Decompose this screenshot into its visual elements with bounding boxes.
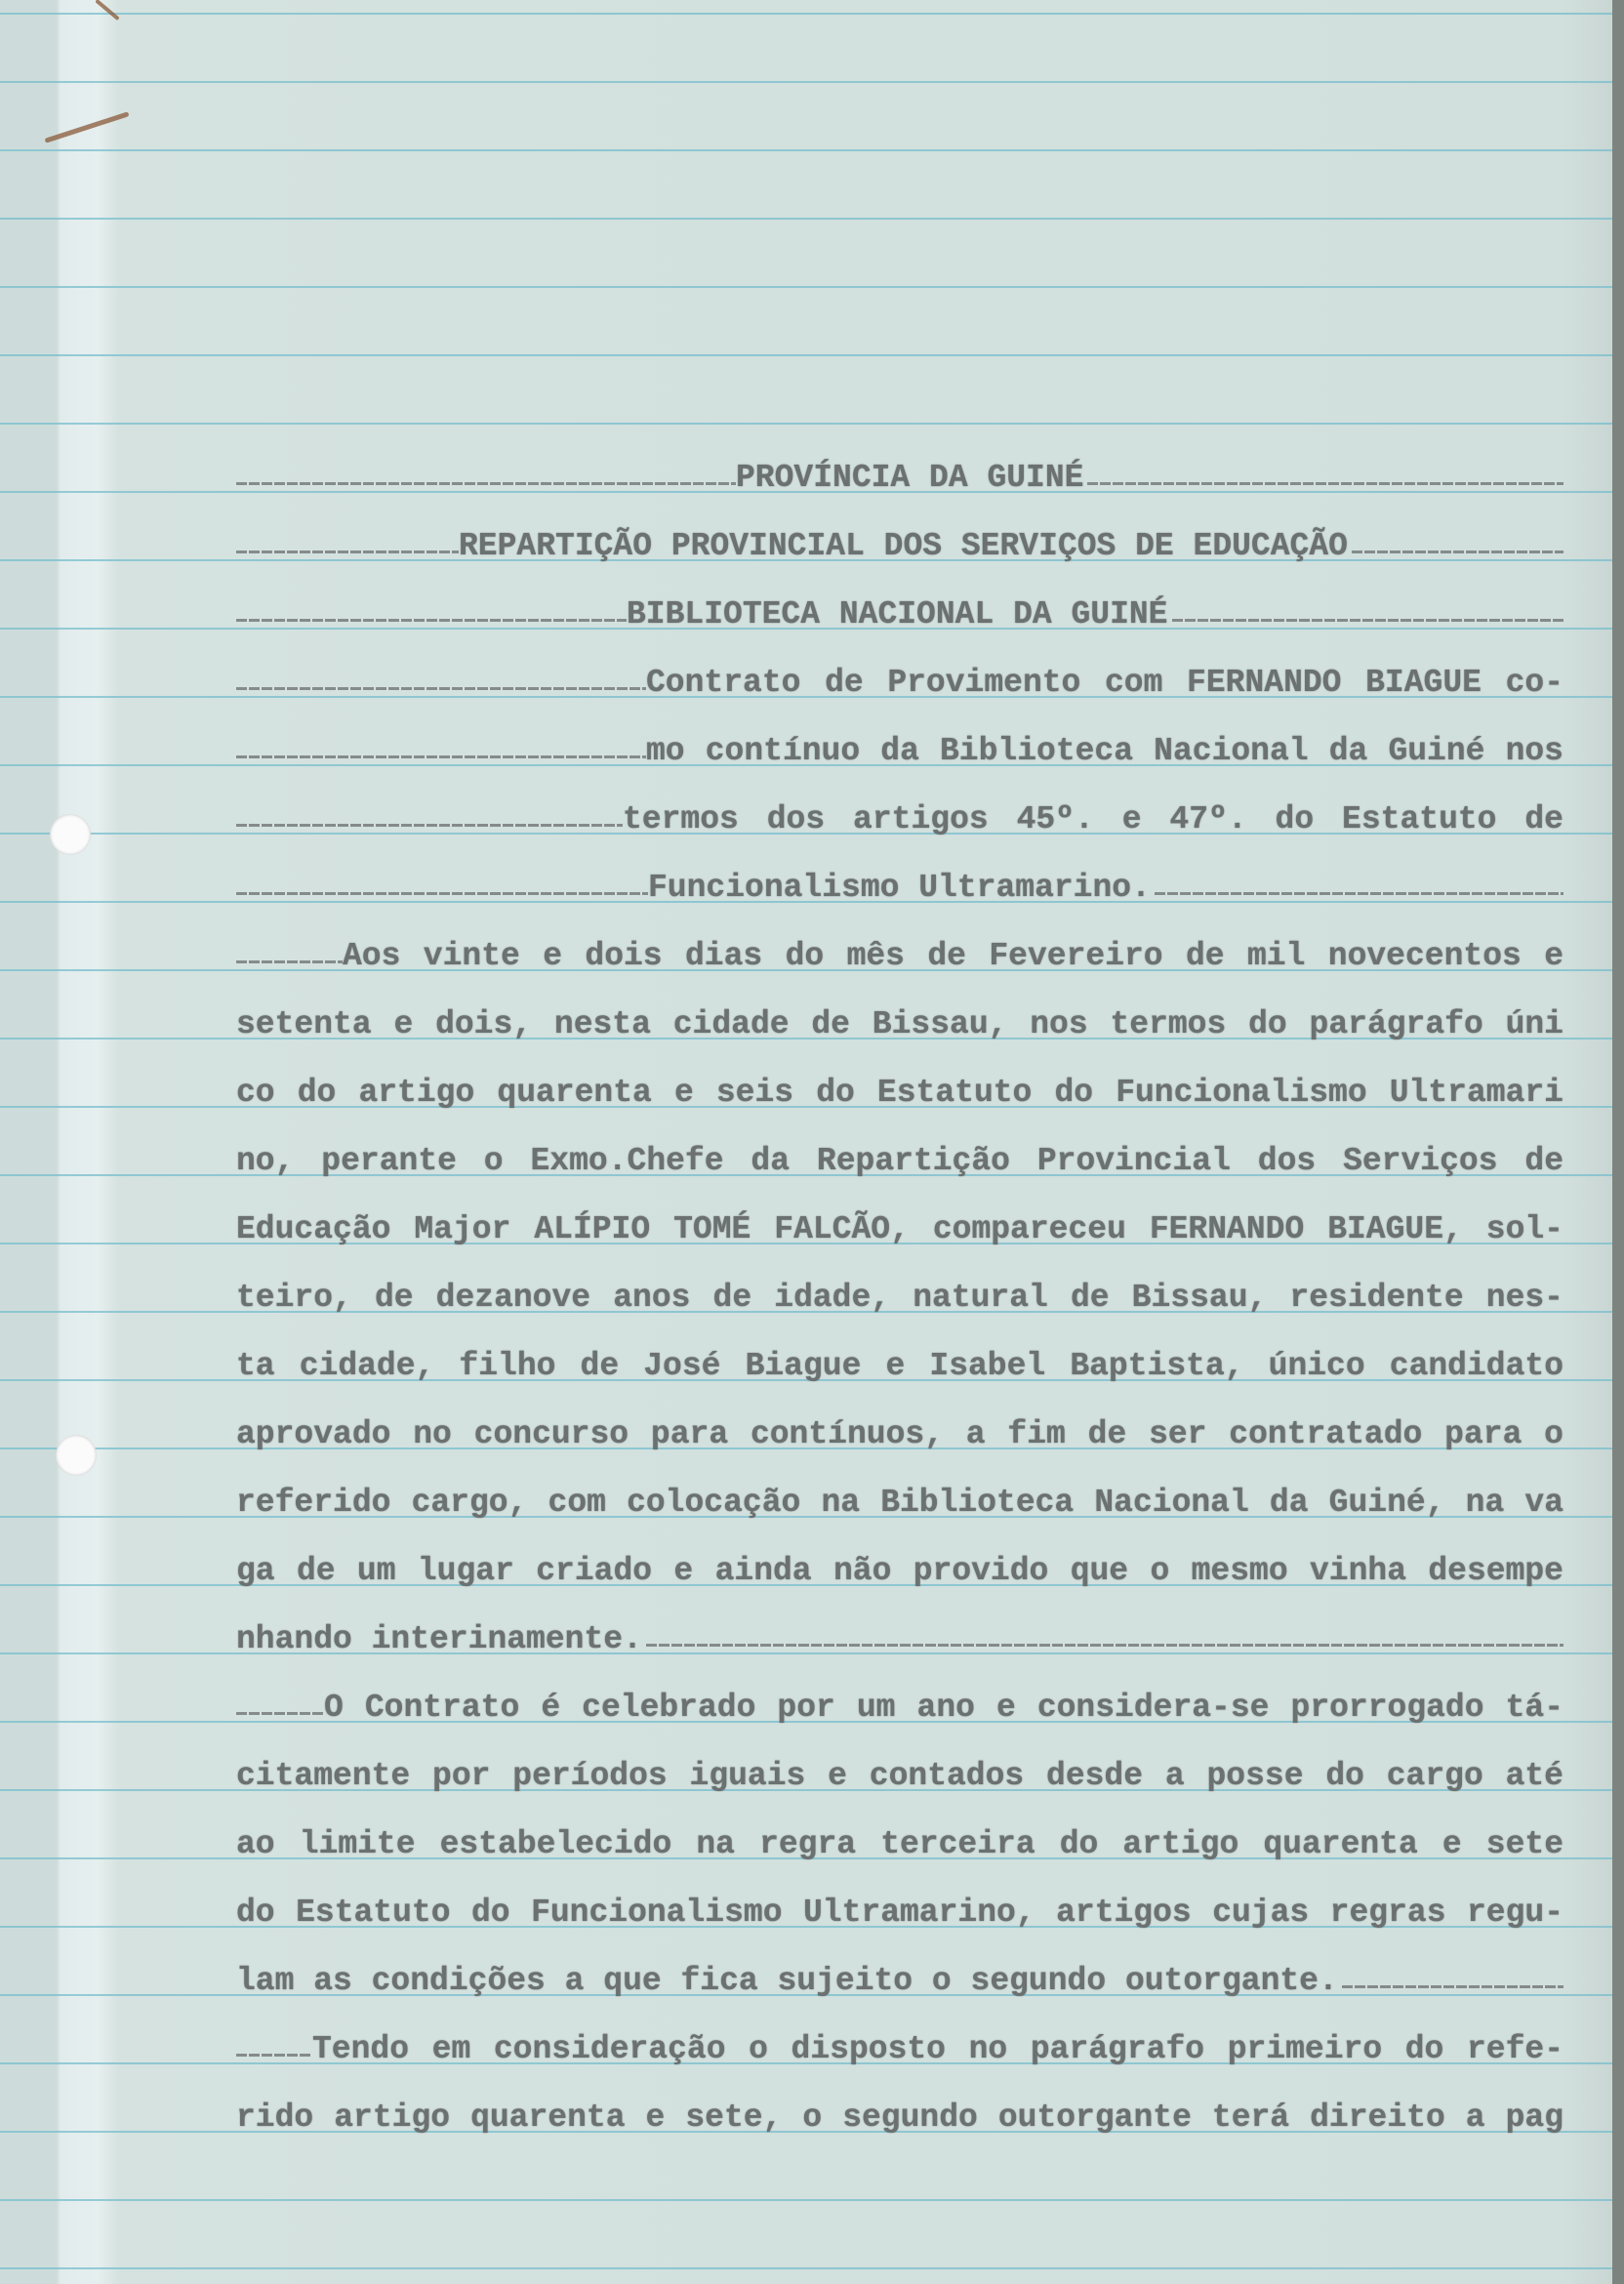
leader-dashes <box>236 2054 312 2057</box>
text-line <box>236 991 1563 1059</box>
trailing-dashes <box>1155 892 1563 895</box>
text-line <box>236 512 1563 581</box>
rust-mark <box>95 0 120 20</box>
text-line <box>236 1674 1563 1742</box>
text-line <box>236 1196 1563 1264</box>
text-line <box>236 717 1563 786</box>
text-line <box>236 581 1563 649</box>
line-text: Educação Major ALÍPIO TOMÉ FALCÃO, compareceu FERNANDO BIAGUE, sol- <box>236 1211 1563 1247</box>
leader-dashes <box>236 960 343 963</box>
text-line <box>236 1264 1563 1332</box>
line-text: ta cidade, filho de José Biague e Isabel Baptista, único candidato <box>236 1348 1563 1384</box>
text-line <box>236 854 1563 922</box>
trailing-dashes <box>1087 482 1563 485</box>
line-text: aprovado no concurso para contínuos, a fim de ser contratado para o <box>236 1416 1563 1452</box>
text-line <box>236 1879 1563 1947</box>
line-text: citamente por períodos iguais e contados desde a posse do cargo até <box>236 1758 1563 1794</box>
punch-hole-bottom <box>56 1435 97 1476</box>
leader-dashes <box>236 892 648 895</box>
leader-dashes <box>236 1712 324 1715</box>
line-text: PROVÍNCIA DA GUINÉ <box>736 460 1084 496</box>
line-text: Funcionalismo Ultramarino. <box>648 870 1151 906</box>
text-line <box>236 1127 1563 1196</box>
line-text: teiro, de dezanove anos de idade, natural de Bissau, residente nes- <box>236 1280 1563 1316</box>
line-text: mo contínuo da Biblioteca Nacional da Guiné nos <box>646 733 1563 769</box>
trailing-dashes <box>646 1644 1563 1647</box>
line-text: co do artigo quarenta e seis do Estatuto do Funcionalismo Ultramari <box>236 1075 1563 1111</box>
line-text: O Contrato é celebrado por um ano e considera-se prorrogado tá- <box>324 1690 1563 1726</box>
trailing-dashes <box>1342 1985 1563 1988</box>
text-line <box>236 1401 1563 1469</box>
text-line <box>236 649 1563 717</box>
punch-hole-top <box>50 814 91 855</box>
leader-dashes <box>236 824 623 827</box>
text-line <box>236 444 1563 512</box>
line-text: rido artigo quarenta e sete, o segundo outorgante terá direito a pag <box>236 2100 1563 2136</box>
leader-dashes <box>236 755 646 758</box>
text-line <box>236 922 1563 991</box>
text-line <box>236 786 1563 854</box>
line-text: setenta e dois, nesta cidade de Bissau, nos termos do parágrafo úni <box>236 1006 1563 1042</box>
line-text: lam as condições a que fica sujeito o segundo outorgante. <box>236 1963 1338 1999</box>
line-text: do Estatuto do Funcionalismo Ultramarino, artigos cujas regras regu- <box>236 1895 1563 1931</box>
leader-dashes <box>236 482 736 485</box>
leader-dashes <box>236 687 646 690</box>
line-text: referido cargo, com colocação na Biblioteca Nacional da Guiné, na va <box>236 1485 1563 1521</box>
text-line <box>236 2084 1563 2152</box>
line-text: no, perante o Exmo.Chefe da Repartição Provincial dos Serviços de <box>236 1143 1563 1179</box>
line-text: nhando interinamente. <box>236 1621 642 1657</box>
rust-mark <box>44 111 129 143</box>
trailing-dashes <box>1352 551 1563 553</box>
line-text: Contrato de Provimento com FERNANDO BIAGUE co- <box>646 665 1563 701</box>
trailing-dashes <box>1172 619 1564 622</box>
leader-dashes <box>236 619 627 622</box>
text-line <box>236 1332 1563 1401</box>
text-line <box>236 2016 1563 2084</box>
text-line <box>236 1469 1563 1537</box>
document-body <box>236 444 1563 2152</box>
text-line <box>236 1606 1563 1674</box>
line-text: Aos vinte e dois dias do mês de Fevereiro de mil novecentos e <box>343 938 1563 974</box>
text-line <box>236 1947 1563 2016</box>
line-text: BIBLIOTECA NACIONAL DA GUINÉ <box>627 596 1168 632</box>
line-text: termos dos artigos 45º. e 47º. do Estatuto de <box>623 801 1563 837</box>
line-text: ga de um lugar criado e ainda não provido que o mesmo vinha desempe <box>236 1553 1563 1589</box>
line-text: ao limite estabelecido na regra terceira do artigo quarenta e sete <box>236 1826 1563 1862</box>
line-text: Tendo em consideração o disposto no parágrafo primeiro do refe- <box>312 2031 1563 2067</box>
text-line <box>236 1059 1563 1127</box>
text-line <box>236 1537 1563 1606</box>
text-line <box>236 1742 1563 1811</box>
text-line <box>236 1811 1563 1879</box>
line-text: REPARTIÇÃO PROVINCIAL DOS SERVIÇOS DE EDUCAÇÃO <box>459 528 1348 564</box>
leader-dashes <box>236 551 459 553</box>
